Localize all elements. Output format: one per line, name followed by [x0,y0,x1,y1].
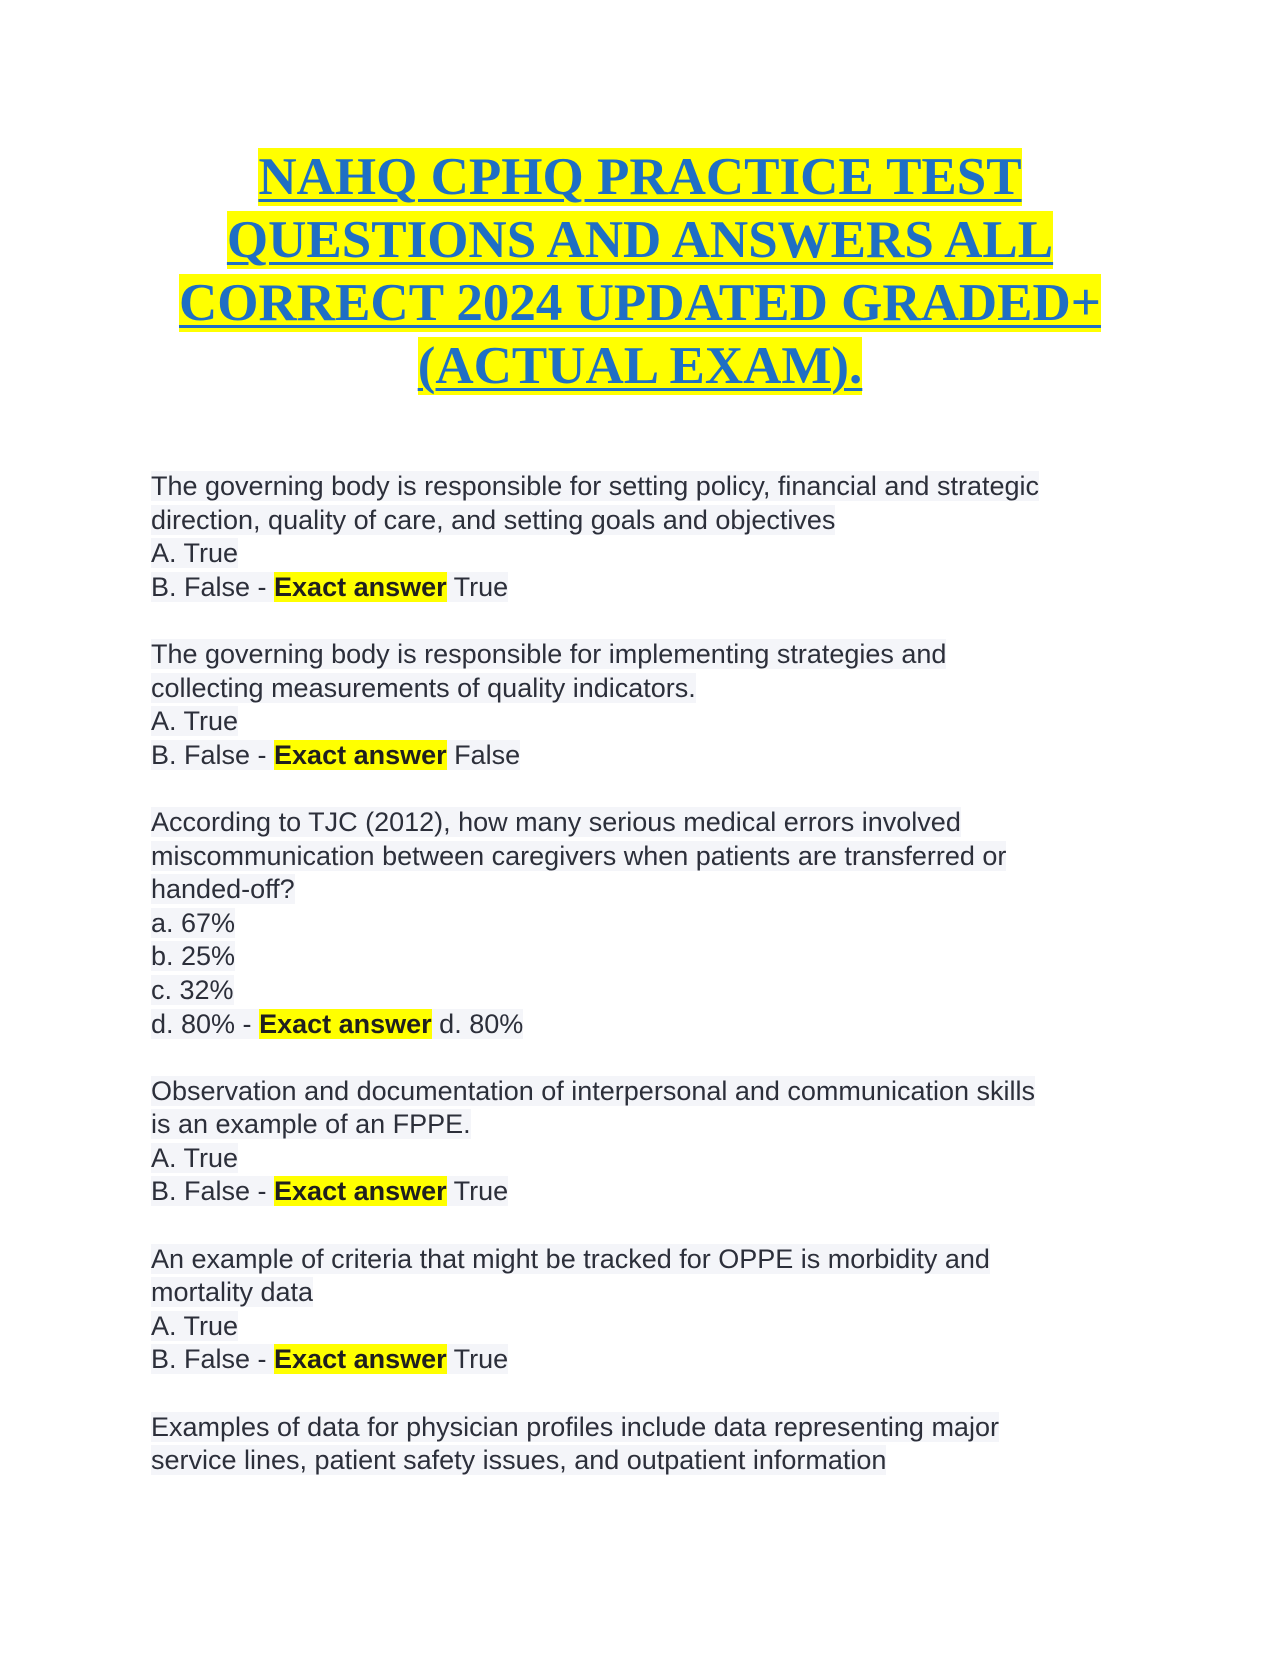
question-stem-text: collecting measurements of quality indicators. [151,672,696,703]
answer-option [151,1142,1141,1176]
question-stem-line [151,1444,1141,1478]
question-stem-text: An example of criteria that might be tracked for OPPE is morbidity and [151,1243,990,1274]
exact-answer-value: False [446,739,521,770]
question-block [151,470,1141,604]
answer-option-with-key [151,1008,1141,1042]
question-stem-line [151,1276,1141,1310]
question-stem-line [151,672,1141,706]
answer-option-text: A. True [151,1310,239,1341]
question-stem-line [151,840,1141,874]
title-line-1: NAHQ CPHQ PRACTICE TEST [258,148,1022,206]
exact-answer-value: True [446,571,509,602]
answer-option-text: B. False - [151,1176,275,1207]
question-stem-line [151,873,1141,907]
answer-option-with-key [151,571,1141,605]
question-block [151,1075,1141,1209]
answer-option-text: A. True [151,1142,239,1173]
answer-option-with-key [151,1175,1141,1209]
answer-option-text: c. 32% [151,974,234,1005]
question-stem-text: service lines, patient safety issues, and outpatient information [151,1445,887,1476]
question-stem-line [151,1075,1141,1109]
answer-option-text: d. 80% - [151,1008,260,1039]
exact-answer-label: Exact answer [259,1008,432,1039]
title-line-4: (ACTUAL EXAM). [417,337,863,395]
question-stem-line [151,806,1141,840]
question-stem-text: The governing body is responsible for implementing strategies and [151,638,947,669]
question-block [151,638,1141,772]
answer-option-text: B. False - [151,571,275,602]
exact-answer-label: Exact answer [274,1344,447,1375]
answer-option [151,705,1141,739]
exact-answer-value: True [446,1344,509,1375]
question-stem-line [151,504,1141,538]
answer-option [151,907,1141,941]
document-title [150,146,1130,398]
question-list [151,470,1141,1511]
question-stem-line [151,1243,1141,1277]
question-stem-text: miscommunication between caregivers when patients are transferred or [151,840,1007,871]
exact-answer-value: d. 80% [431,1008,524,1039]
question-stem-line [151,1108,1141,1142]
question-stem-line [151,638,1141,672]
answer-option-text: B. False - [151,739,275,770]
answer-option [151,537,1141,571]
answer-option-with-key [151,1343,1141,1377]
question-stem-text: is an example of an FPPE. [151,1109,471,1140]
exact-answer-label: Exact answer [274,1176,447,1207]
question-stem-text: direction, quality of care, and setting goals and objectives [151,504,836,535]
answer-option-text: A. True [151,706,239,737]
question-stem-text: mortality data [151,1277,314,1308]
answer-option [151,1310,1141,1344]
title-line-3: CORRECT 2024 UPDATED GRADED+ [179,274,1101,332]
answer-option-text: b. 25% [151,941,236,972]
question-block [151,1411,1141,1478]
answer-option [151,940,1141,974]
title-line-2: QUESTIONS AND ANSWERS ALL [226,211,1054,269]
question-stem-line [151,1411,1141,1445]
answer-option-text: A. True [151,538,239,569]
question-stem-text: Observation and documentation of interpersonal and communication skills [151,1075,1035,1106]
answer-option-text: a. 67% [151,907,236,938]
answer-option-text: B. False - [151,1344,275,1375]
answer-option [151,974,1141,1008]
question-stem-text: According to TJC (2012), how many serious medical errors involved [151,806,961,837]
question-stem-text: handed-off? [151,874,295,905]
exact-answer-label: Exact answer [274,739,447,770]
question-stem-text: Examples of data for physician profiles include data representing major [151,1411,999,1442]
answer-option-with-key [151,739,1141,773]
question-stem-line [151,470,1141,504]
question-stem-text: The governing body is responsible for setting policy, financial and strategic [151,471,1039,501]
question-block [151,806,1141,1041]
exact-answer-value: True [446,1176,509,1207]
question-block [151,1243,1141,1377]
exact-answer-label: Exact answer [274,571,447,602]
